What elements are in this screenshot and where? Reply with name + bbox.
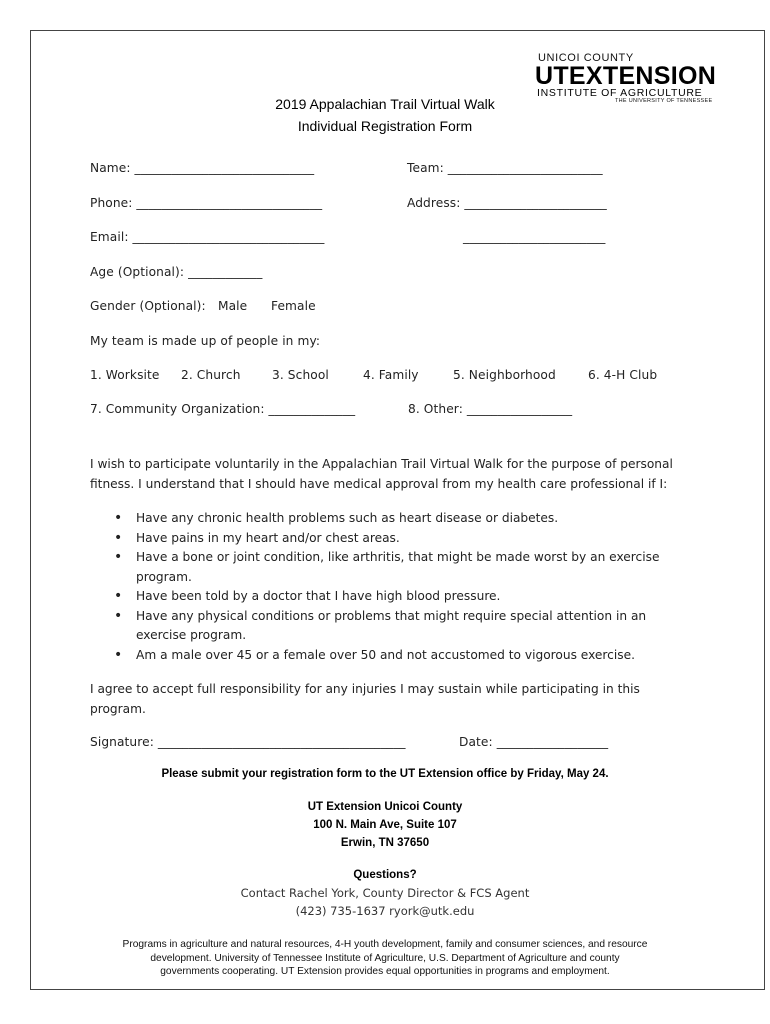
form-title: 2019 Appalachian Trail Virtual Walk <box>275 96 495 112</box>
list-item: • Have pains in my heart and/or chest areas. <box>112 529 672 549</box>
logo-institute-text: INSTITUTE OF AGRICULTURE <box>537 87 703 99</box>
waiver-intro-line2: fitness. I understand that I should have medical approval from my health care professional if I: <box>90 476 668 491</box>
logo-university-text: THE UNIVERSITY OF TENNESSEE <box>615 98 713 104</box>
equal-opportunity-footer <box>90 938 680 979</box>
team-option-worksite[interactable]: 1. Worksite <box>90 368 160 382</box>
submit-instruction: Please submit your registration form to the UT Extension office by Friday, May 24. <box>161 768 609 780</box>
signature-field[interactable]: Signature: ________________________________________ <box>90 735 406 749</box>
footer-line1: Programs in agriculture and natural resources, 4-H youth development, family and consumer sciences, and resource <box>122 939 648 950</box>
list-item: • Have any physical conditions or problems that might require special attention in an exercise program. <box>112 607 672 646</box>
team-option-community-organization[interactable]: 7. Community Organization: ______________ <box>90 402 356 416</box>
list-item: • Have any chronic health problems such as heart disease or diabetes. <box>112 509 672 529</box>
agreement-statement <box>90 680 690 719</box>
waiver-intro-line1: I wish to participate voluntarily in the Appalachian Trail Virtual Walk for the purpose of personal <box>90 457 673 471</box>
questions-heading: Questions? <box>353 869 417 881</box>
phone-field[interactable]: Phone: ______________________________ <box>90 196 323 210</box>
gender-option-female[interactable]: Female <box>271 299 316 313</box>
contact-person: Contact Rachel York, County Director & FCS Agent <box>240 886 530 900</box>
age-field[interactable]: Age (Optional): ____________ <box>90 265 263 279</box>
team-option-school[interactable]: 3. School <box>272 368 329 382</box>
logo-county-text: UNICOI COUNTY <box>538 52 634 64</box>
email-field[interactable]: Email: _______________________________ <box>90 230 325 244</box>
team-option-4h-club[interactable]: 6. 4-H Club <box>588 368 658 382</box>
gender-option-male[interactable]: Male <box>218 299 248 313</box>
team-option-neighborhood[interactable]: 5. Neighborhood <box>453 368 556 382</box>
office-city: Erwin, TN 37650 <box>340 837 430 849</box>
footer-line3: governments cooperating. UT Extension provides equal opportunities in programs and employment. <box>160 966 610 977</box>
address-field[interactable]: Address: _______________________ <box>407 196 607 210</box>
team-option-family[interactable]: 4. Family <box>363 368 419 382</box>
logo-name-text: UTEXTENSION <box>535 62 717 90</box>
waiver-intro <box>90 455 690 494</box>
agreement-line1: I agree to accept full responsibility for any injuries I may sustain while participating in this <box>90 682 640 696</box>
team-option-other[interactable]: 8. Other: _________________ <box>408 402 573 416</box>
team-type-prompt: My team is made up of people in my: <box>90 334 321 348</box>
team-option-church[interactable]: 2. Church <box>181 368 241 382</box>
office-street: 100 N. Main Ave, Suite 107 <box>313 819 457 831</box>
footer-line2: development. University of Tennessee Institute of Agriculture, U.S. Department of Agriculture and county <box>150 952 620 964</box>
agreement-line2: program. <box>90 701 146 716</box>
medical-conditions-list <box>112 509 672 665</box>
gender-label: Gender (Optional): <box>90 299 206 313</box>
team-field[interactable]: Team: _________________________ <box>407 161 603 175</box>
contact-phone-email: (423) 735-1637 ryork@utk.edu <box>295 904 475 918</box>
list-item: • Am a male over 45 or a female over 50 and not accustomed to vigorous exercise. <box>112 646 672 666</box>
form-subtitle: Individual Registration Form <box>297 118 473 134</box>
list-item: • Have a bone or joint condition, like arthritis, that might be made worst by an exercise program. <box>112 548 672 587</box>
name-field[interactable]: Name: _____________________________ <box>90 161 315 175</box>
date-field[interactable]: Date: __________________ <box>459 735 609 749</box>
address-line2-field[interactable]: _______________________ <box>463 230 606 244</box>
office-name: UT Extension Unicoi County <box>307 801 463 813</box>
list-item: • Have been told by a doctor that I have high blood pressure. <box>112 587 672 607</box>
